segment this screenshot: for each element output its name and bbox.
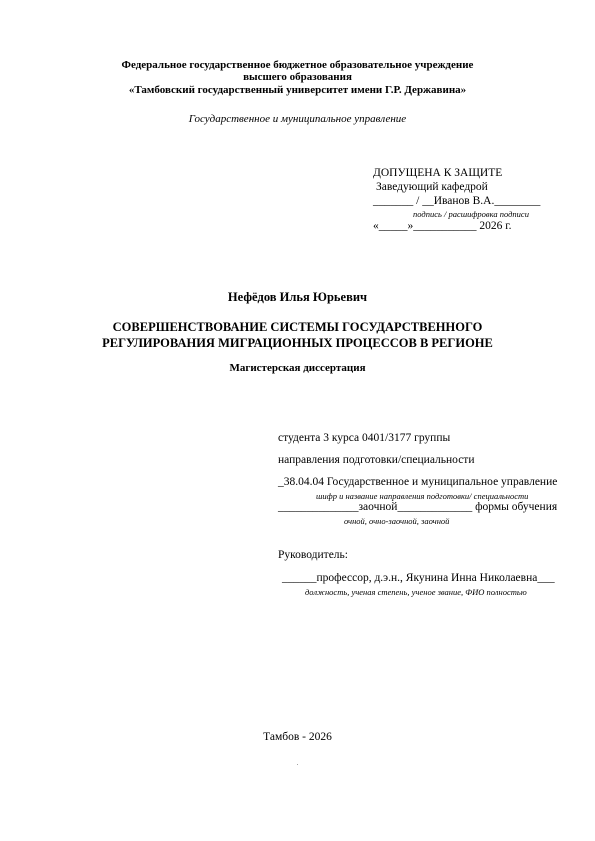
institution-line-1: Федеральное государственное бюджетное образовательное учреждение bbox=[121, 59, 474, 71]
approval-signature-line: _______ / __Иванов В.А.________ bbox=[373, 195, 541, 207]
direction-label: направления подготовки/специальности bbox=[278, 454, 475, 466]
study-form-prefix: ______________ bbox=[278, 501, 359, 513]
student-course-group: студента 3 курса 0401/3177 группы bbox=[278, 432, 451, 444]
city-year: Тамбов - 2026 bbox=[263, 731, 332, 743]
study-form-suffix: _____________ формы обучения bbox=[397, 501, 558, 513]
study-form-line bbox=[278, 501, 557, 513]
approval-role: Заведующий кафедрой bbox=[376, 181, 488, 193]
thesis-title-line-2: РЕГУЛИРОВАНИЯ МИГРАЦИОННЫХ ПРОЦЕССОВ В РЕГИОНЕ bbox=[102, 336, 493, 350]
supervisor-value: ______профессор, д.э.н., Якунина Инна Николаевна___ bbox=[282, 572, 555, 584]
institution-line-2: высшего образования bbox=[243, 71, 352, 83]
direction-value: _38.04.04 Государственное и муниципальное управление bbox=[278, 476, 558, 488]
thesis-type: Магистерская диссертация bbox=[229, 362, 366, 374]
direction-hint: шифр и название направления подготовки/ специальности bbox=[316, 491, 529, 501]
study-form-hint: очной, очно-заочной, заочной bbox=[344, 516, 450, 526]
institution-line-3: «Тамбовский государственный университет имени Г.Р. Державина» bbox=[128, 84, 467, 96]
supervisor-hint: должность, ученая степень, ученое звание, ФИО полностью bbox=[305, 587, 527, 597]
thesis-title-line-1: СОВЕРШЕНСТВОВАНИЕ СИСТЕМЫ ГОСУДАРСТВЕННОГО bbox=[112, 320, 483, 334]
author-name: Нефёдов Илья Юрьевич bbox=[227, 290, 368, 304]
approval-signature-hint: подпись / расшифровка подписи bbox=[413, 209, 529, 219]
page-mark: . bbox=[296, 758, 299, 767]
supervisor-label: Руководитель: bbox=[278, 549, 348, 561]
approval-date-line: «_____»___________ 2026 г. bbox=[373, 220, 512, 232]
department-name: Государственное и муниципальное управление bbox=[188, 113, 407, 125]
approval-title: ДОПУЩЕНА К ЗАЩИТЕ bbox=[373, 167, 503, 179]
study-form-value: заочной bbox=[358, 501, 398, 513]
